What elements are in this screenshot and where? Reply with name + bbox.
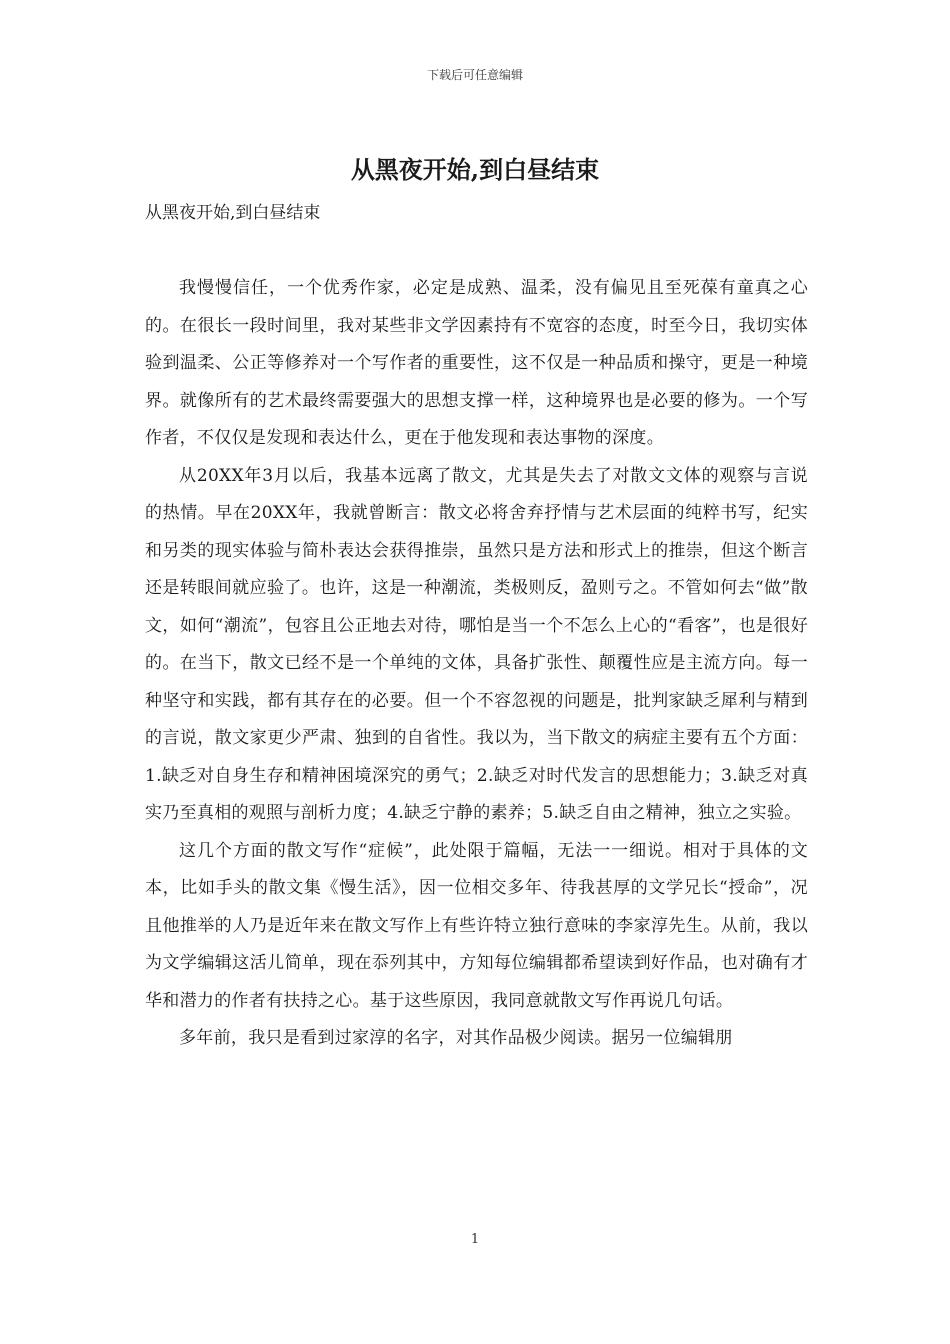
document-subtitle: 从黑夜开始,到白昼结束 [145,203,321,223]
document-title: 从黑夜开始,到白昼结束 [350,155,600,184]
paragraph-4: 多年前，我只是看到过家淳的名字，对其作品极少阅读。据另一位编辑朋 [179,1028,733,1048]
paragraph-3: 这几个方面的散文写作“症候”，此处限于篇幅，无法一一细说。相对于具体的文本，比如手头的散文集《慢生活》，因一位相交多年、待我甚厚的文学兄长“授命”，况且他推举的人乃是近年来在散文写作上有些许特立独行意味的李家淳先生。从前，我以为文学编辑这活儿简单，现在忝列其中，方知每位编辑都希望读到好作品，也对确有才华和潜力的作者有扶持之心。基于这些原因，我同意就散文写作再说几句话。 [145,840,808,1011]
paragraph-2: 从20XX年3月以后，我基本远离了散文，尤其是失去了对散文文体的观察与言说的热情。早在20XX年，我就曾断言：散文必将舍弃抒情与艺术层面的纯粹书写，纪实和另类的现实体验与简朴表达会获得推崇，虽然只是方法和形式上的推崇，但这个断言还是转眼间就应验了。也许，这是一种潮流，类极则反，盈则亏之。不管如何去“做”散文，如何“潮流”，包容且公正地去对待，哪怕是当一个不怎么上心的“看客”，也是很好的。在当下，散文已经不是一个单纯的文体，具备扩张性、颠覆性应是主流方向。每一种坚守和实践，都有其存在的必要。但一个不容忽视的问题是，批判家缺乏犀利与精到的言说，散文家更少严肃、独到的自省性。我以为，当下散文的病症主要有五个方面：1.缺乏对自身生存和精神困境深究的勇气；2.缺乏对时代发言的思想能力；3.缺乏对真实乃至真相的观照与剖析力度；4.缺乏宁静的素养；5.缺乏自由之精神，独立之实验。 [145,465,808,823]
header-note: 下载后可任意编辑 [426,68,523,82]
paragraph-1: 我慢慢信任，一个优秀作家，必定是成熟、温柔，没有偏见且至死葆有童真之心的。在很长一段时间里，我对某些非文学因素持有不宽容的态度，时至今日，我切实体验到温柔、公正等修养对一个写作者的重要性，这不仅是一种品质和操守，更是一种境界。就像所有的艺术最终需要强大的思想支撑一样，这种境界也是必要的修为。一个写作者，不仅仅是发现和表达什么，更在于他发现和表达事物的深度。 [145,278,808,448]
document-body [145,270,808,1058]
page-number: 1 [470,1232,480,1247]
